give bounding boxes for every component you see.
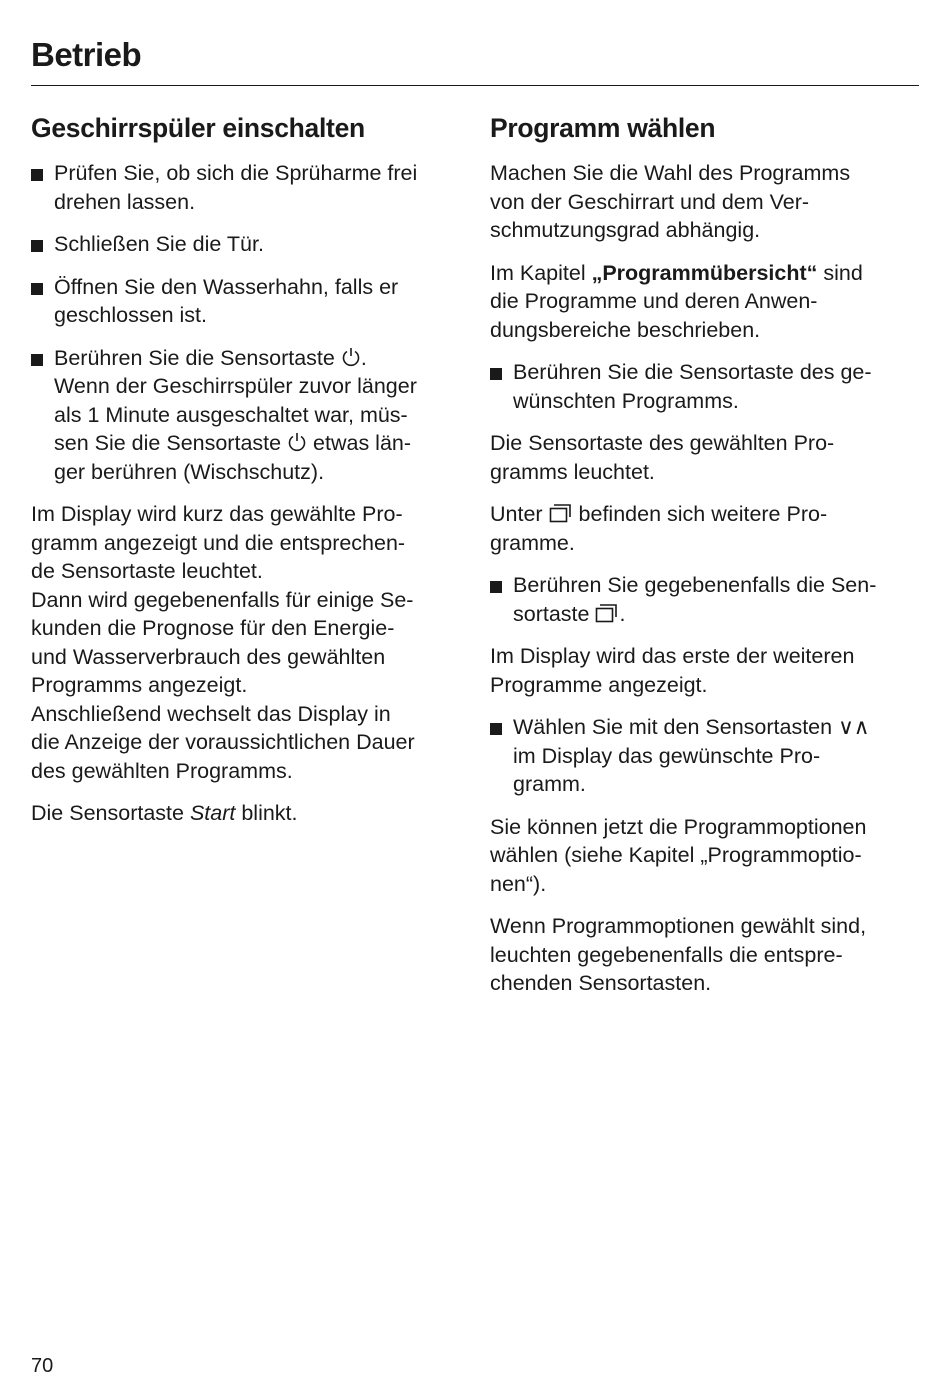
bullet-square-icon	[490, 723, 502, 735]
bullet-square-icon	[31, 169, 43, 181]
paragraph-choice: Machen Sie die Wahl des Programms von der Geschirrart und dem Ver- schmutzungsgrad abhängig.	[490, 161, 851, 242]
list-item: Schließen Sie die Tür.	[31, 230, 463, 259]
more-programs-icon	[595, 602, 619, 624]
bullet-square-icon	[31, 354, 43, 366]
page-number: 70	[31, 1355, 54, 1377]
bullet-square-icon	[490, 581, 502, 593]
power-icon	[341, 346, 361, 368]
paragraph-chapter-ref: Im Kapitel „Programmübersicht“ sind die Programme und deren Anwen- dungsbereiche beschrieben.	[490, 260, 863, 342]
bullet-square-icon	[31, 240, 43, 252]
more-programs-icon	[549, 502, 573, 524]
header-rule	[31, 85, 919, 86]
bullet-square-icon	[31, 283, 43, 295]
left-column	[31, 108, 463, 842]
arrow-keys-icon: ∨∧	[838, 715, 870, 739]
list-item: Öffnen Sie den Wasserhahn, falls er geschlossen ist.	[31, 273, 463, 330]
paragraph-more-programs: Unter befinden sich weitere Pro- gramme.	[490, 502, 828, 555]
list-item: Berühren Sie gegebenenfalls die Sen- sortaste .	[490, 571, 920, 628]
section-heading-switch-on: Geschirrspüler einschalten	[31, 113, 365, 143]
paragraph-display-first: Im Display wird das erste der weiteren Programme angezeigt.	[490, 644, 855, 697]
page-title: Betrieb	[31, 36, 142, 73]
list-item: Wählen Sie mit den Sensortasten ∨∧ im Display das gewünschte Pro- gramm.	[490, 713, 920, 799]
paragraph-sensor-lit: Die Sensortaste des gewählten Pro- gramms leuchtet.	[490, 431, 835, 484]
power-icon	[287, 431, 307, 453]
list-item: Berühren Sie die Sensortaste des ge- wünschten Programms.	[490, 358, 920, 415]
bullet-square-icon	[490, 368, 502, 380]
right-column	[490, 108, 920, 1012]
section-heading-select-program: Programm wählen	[490, 113, 716, 143]
list-item: Prüfen Sie, ob sich die Sprüharme frei drehen lassen.	[31, 159, 463, 216]
paragraph-options: Sie können jetzt die Programmoptionen wählen (siehe Kapitel „Programmoptio- nen“).	[490, 814, 867, 896]
paragraph-options-lit: Wenn Programmoptionen gewählt sind, leuchten gegebenenfalls die entspre- chenden Sensortasten.	[490, 914, 867, 995]
paragraph-display-info: Im Display wird kurz das gewählte Pro- gramm angezeigt und die entsprechen- de Sensortaste leuchtet. Dann wird gegebenenfalls für einige Se- kunden die Prognose für den Energie- und Wasserverbrauch des gewählten Programms angezeigt. Anschließend wechselt das Display in die Anzeige der voraussichtlichen Dauer des gewählten Programms.	[31, 502, 415, 783]
paragraph-start-blinks: Die Sensortaste Start blinkt.	[31, 801, 298, 825]
list-item: Berühren Sie die Sensortaste . Wenn der Geschirrspüler zuvor länger als 1 Minute ausgeschaltet war, müs- sen Sie die Sensortaste etwas län- ger berühren (Wischschutz).	[31, 344, 463, 487]
